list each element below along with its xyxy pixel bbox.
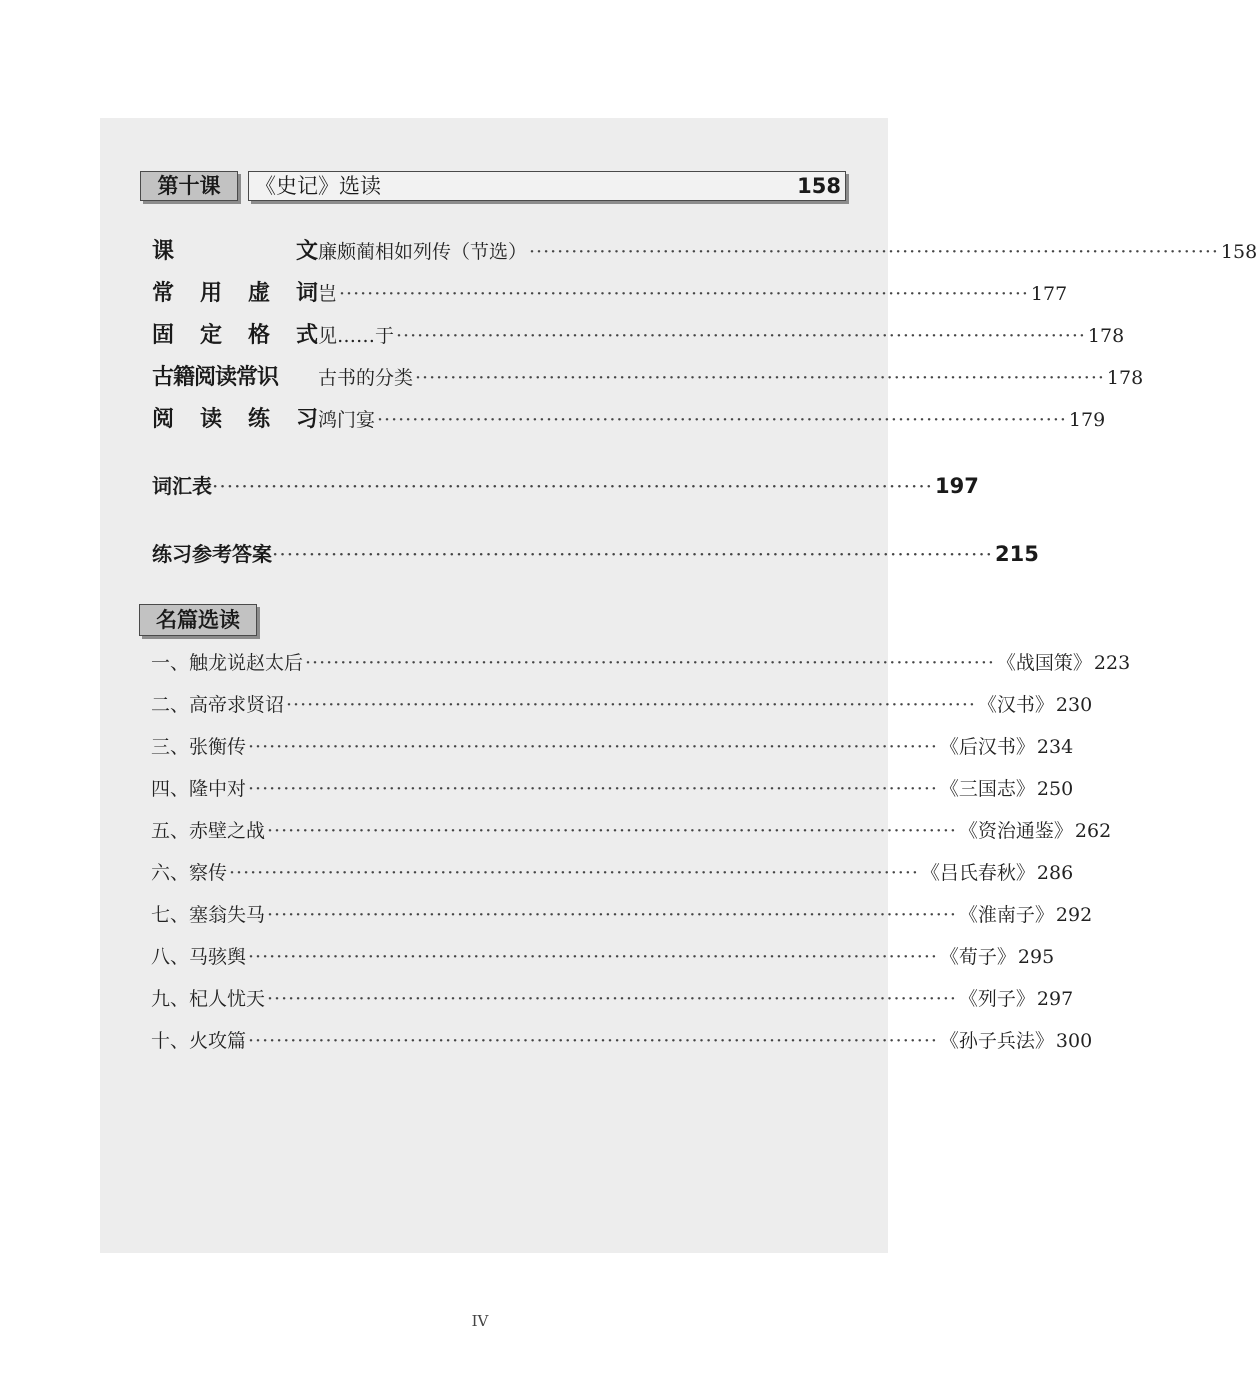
work-source: 《淮南子》	[958, 904, 1054, 926]
work-title: 八、马骇舆	[151, 946, 247, 968]
lesson-number: 第十课	[140, 171, 238, 201]
toc-work-item[interactable]	[151, 900, 1093, 932]
toc-entry-title: 见……于	[318, 325, 395, 347]
toc-entry-page: 178	[1087, 325, 1125, 347]
work-page: 223	[1093, 652, 1131, 674]
work-title: 二、高帝求贤诏	[151, 694, 285, 716]
work-page: 300	[1055, 1030, 1093, 1052]
toc-work-item[interactable]	[151, 690, 1093, 722]
work-page: 286	[1036, 862, 1074, 884]
toc-entry-page: 158	[1220, 241, 1257, 263]
lesson-header	[140, 171, 846, 201]
toc-entry-label: 词汇表	[152, 474, 212, 498]
dot-leader: ··································································································	[248, 736, 938, 758]
toc-work-item[interactable]	[151, 774, 1074, 806]
work-page: 262	[1074, 820, 1112, 842]
toc-entry-title: 廉颇蔺相如列传（节选）	[318, 241, 528, 263]
work-page: 250	[1036, 778, 1074, 800]
work-title: 三、张衡传	[151, 736, 247, 758]
dot-leader: ··································································································	[248, 778, 938, 800]
work-source: 《列子》	[958, 988, 1035, 1010]
toc-entry-label: 练习参考答案	[152, 542, 272, 566]
toc-entry-title: 岂	[318, 283, 338, 305]
toc-entry-function-words[interactable]	[152, 276, 1068, 308]
toc-entry-label: 课 文	[152, 239, 318, 264]
lesson-title: 《史记》选读	[255, 174, 381, 198]
toc-work-item[interactable]	[151, 942, 1055, 974]
dot-leader: ··································································································	[267, 820, 957, 842]
dot-leader: ··································································································	[248, 946, 938, 968]
work-title: 四、隆中对	[151, 778, 247, 800]
toc-entry-label: 常用虚词	[152, 281, 318, 306]
dot-leader: ··································································································	[396, 325, 1086, 347]
work-source: 《战国策》	[996, 652, 1092, 674]
dot-leader: ··································································································	[529, 241, 1219, 263]
toc-entry-page: 179	[1068, 409, 1106, 431]
toc-entry-page: 177	[1030, 283, 1068, 305]
toc-entry-text[interactable]	[152, 234, 1257, 266]
toc-entry-page: 215	[995, 542, 1039, 566]
work-source: 《孙子兵法》	[939, 1030, 1054, 1052]
toc-work-item[interactable]	[151, 984, 1074, 1016]
dot-leader: ··································································································	[377, 409, 1067, 431]
work-title: 十、火攻篇	[151, 1030, 247, 1052]
toc-work-item[interactable]	[151, 816, 1112, 848]
work-source: 《汉书》	[977, 694, 1054, 716]
dot-leader: ··································································································	[267, 988, 957, 1010]
work-title: 七、塞翁失马	[151, 904, 266, 926]
toc-work-item[interactable]	[151, 732, 1074, 764]
section-heading-selected-works: 名篇选读	[139, 604, 257, 636]
toc-entry-fixed-patterns[interactable]	[152, 318, 1125, 350]
dot-leader: ··································································································	[229, 862, 919, 884]
toc-work-item[interactable]	[151, 1026, 1093, 1058]
work-page: 234	[1036, 736, 1074, 758]
lesson-title-bar	[248, 171, 846, 201]
dot-leader: ··································································································	[286, 694, 976, 716]
toc-entry-label: 阅读练习	[152, 407, 318, 432]
toc-work-item[interactable]	[151, 858, 1074, 890]
toc-entry-reading-knowledge[interactable]	[152, 360, 1144, 392]
toc-entry-title: 鸿门宴	[318, 409, 376, 431]
toc-entry-vocabulary[interactable]	[152, 470, 979, 499]
dot-leader: ··································································································	[248, 1030, 938, 1052]
work-source: 《后汉书》	[939, 736, 1035, 758]
toc-entry-label: 固定格式	[152, 323, 318, 348]
dot-leader: ··································································································	[339, 283, 1029, 305]
work-page: 295	[1017, 946, 1055, 968]
toc-work-item[interactable]	[151, 648, 1131, 680]
page-number-footer: IV	[471, 1312, 489, 1330]
dot-leader: ··································································································	[212, 474, 934, 498]
dot-leader: ··································································································	[267, 904, 957, 926]
toc-entry-page: 197	[935, 474, 979, 498]
dot-leader: ··································································································	[272, 542, 994, 566]
toc-entry-answers[interactable]	[152, 538, 1039, 567]
work-source: 《三国志》	[939, 778, 1035, 800]
work-source: 《资治通鉴》	[958, 820, 1073, 842]
work-title: 五、赤壁之战	[151, 820, 266, 842]
work-page: 230	[1055, 694, 1093, 716]
work-title: 一、触龙说赵太后	[151, 652, 304, 674]
work-title: 六、察传	[151, 862, 228, 884]
toc-entry-title: 古书的分类	[318, 367, 414, 389]
work-page: 292	[1055, 904, 1093, 926]
work-page: 297	[1036, 988, 1074, 1010]
work-title: 九、杞人忧天	[151, 988, 266, 1010]
toc-entry-reading-exercise[interactable]	[152, 402, 1106, 434]
work-source: 《荀子》	[939, 946, 1016, 968]
work-source: 《吕氏春秋》	[920, 862, 1035, 884]
toc-entry-label: 古籍阅读常识	[152, 365, 279, 390]
dot-leader: ··································································································	[415, 367, 1105, 389]
lesson-page-number: 158	[797, 174, 841, 198]
dot-leader: ··································································································	[305, 652, 995, 674]
toc-entry-page: 178	[1106, 367, 1144, 389]
